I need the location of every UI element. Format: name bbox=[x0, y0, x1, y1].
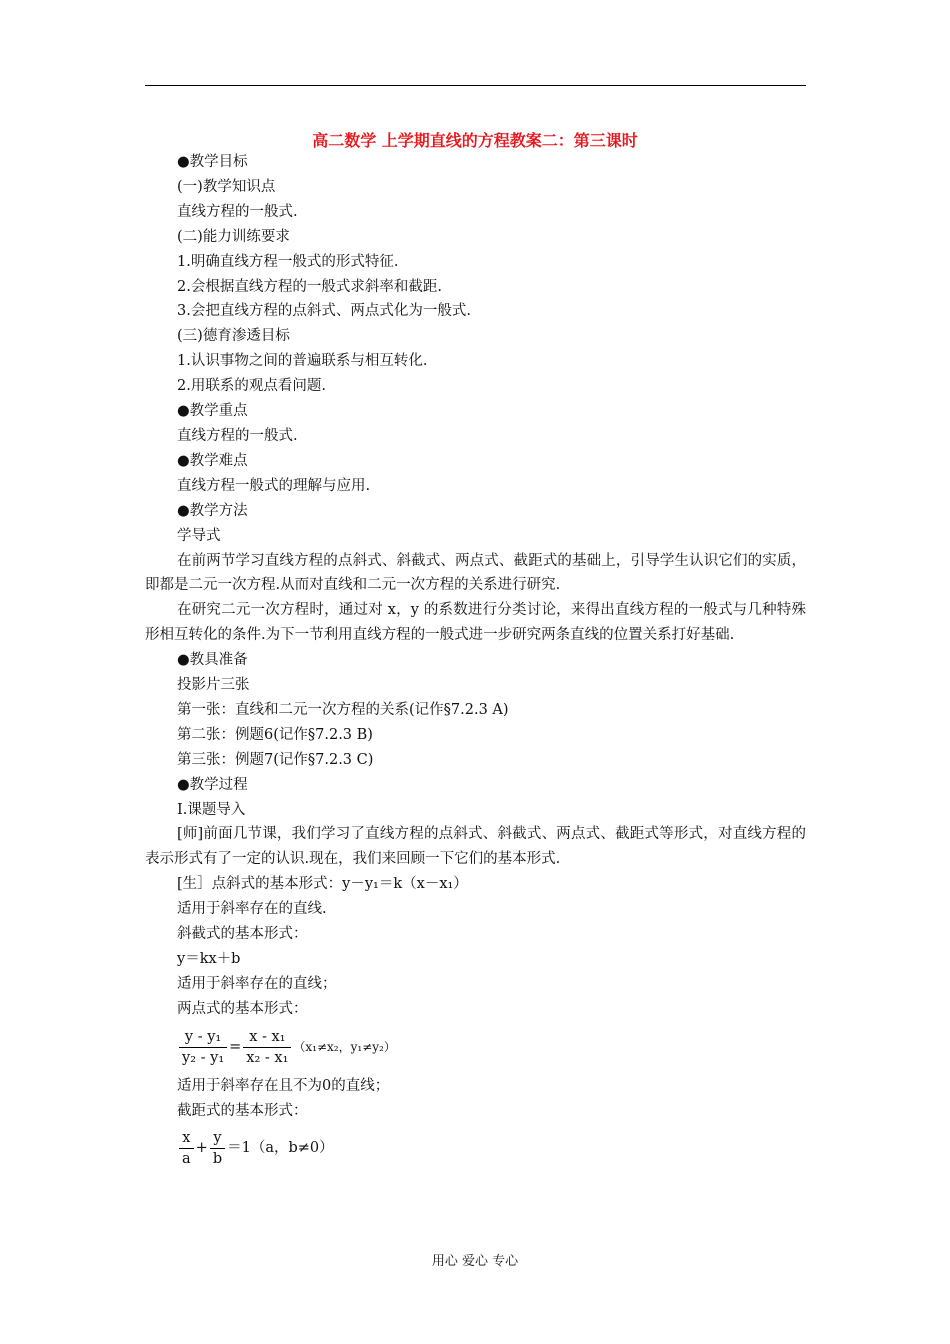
text-line: ●教学难点 bbox=[177, 452, 248, 469]
text-line: 2.会根据直线方程的一般式求斜率和截距. bbox=[177, 278, 442, 295]
equals-sign: = bbox=[229, 1039, 242, 1056]
fraction-denominator: b bbox=[212, 1151, 223, 1168]
text-line: 斜截式的基本形式： bbox=[177, 926, 308, 943]
page-footer: 用心 爱心 专心 bbox=[431, 1254, 519, 1269]
text-line: 适用于斜率存在的直线； bbox=[177, 975, 337, 992]
text-paragraph: 在前两节学习直线方程的点斜式、斜截式、两点式、截距式的基础上，引导学生认识它们的实质，即都是二元一次方程.从而对直线和二元一次方程的关系进行研究. bbox=[145, 552, 806, 594]
text-line: 1.明确直线方程一般式的形式特征. bbox=[177, 253, 399, 270]
text-line: (一)教学知识点 bbox=[177, 178, 276, 195]
text-line: ●教学目标 bbox=[177, 154, 248, 170]
fraction-denominator: a bbox=[182, 1151, 191, 1168]
plus-sign: + bbox=[195, 1140, 208, 1157]
text-line: 投影片三张 bbox=[177, 677, 250, 694]
text-line: [生］点斜式的基本形式：y－y₁＝k（x－x₁） bbox=[177, 876, 468, 893]
condition-text: （x₁≠x₂，y₁≠y₂） bbox=[293, 1040, 396, 1055]
text-line: 3.会把直线方程的点斜式、两点式化为一般式. bbox=[177, 303, 471, 320]
text-line: 适用于斜率存在的直线. bbox=[177, 901, 327, 918]
text-line: 2.用联系的观点看问题. bbox=[177, 378, 326, 395]
text-lines bbox=[145, 150, 806, 1022]
text-line: 第三张：例题7(记作§7.2.3 C) bbox=[177, 751, 374, 768]
text-line: y＝kx＋b bbox=[177, 951, 241, 967]
text-line: 截距式的基本形式： bbox=[177, 1102, 308, 1119]
text-line: ●教学过程 bbox=[177, 776, 248, 793]
header-rule bbox=[145, 85, 806, 86]
text-line: 直线方程一般式的理解与应用. bbox=[177, 477, 371, 494]
document-body bbox=[145, 150, 806, 1174]
fraction-x bbox=[243, 1027, 291, 1068]
fraction-denominator: y₂ - y₁ bbox=[182, 1050, 225, 1067]
text-line: (三)德育渗透目标 bbox=[177, 328, 290, 345]
text-line: 直线方程的一般式. bbox=[177, 203, 298, 220]
fraction-denominator: x₂ - x₁ bbox=[246, 1050, 289, 1067]
text-line: 直线方程的一般式. bbox=[177, 427, 298, 444]
fraction-numerator: y - y₁ bbox=[179, 1027, 227, 1048]
two-point-equation bbox=[145, 1022, 806, 1074]
fraction-y bbox=[179, 1027, 227, 1068]
text-paragraph: [师]前面几节课，我们学习了直线方程的点斜式、斜截式、两点式、截距式等形式，对直线方程的表示形式有了一定的认识.现在，我们来回顾一下它们的基本形式. bbox=[145, 826, 806, 868]
page-title: 高二数学 上学期直线的方程教案二：第三课时 bbox=[312, 131, 638, 150]
fraction-numerator: x - x₁ bbox=[243, 1027, 291, 1048]
text-line: 1.认识事物之间的普遍联系与相互转化. bbox=[177, 353, 428, 370]
equation-rest: ＝1（a，b≠0） bbox=[227, 1140, 334, 1157]
text-line: Ⅰ.课题导入 bbox=[177, 801, 246, 818]
text-line: ●教具准备 bbox=[177, 652, 248, 669]
fraction-x-over-a bbox=[179, 1128, 194, 1169]
text-line: 学导式 bbox=[177, 527, 221, 544]
text-line: ●教学方法 bbox=[177, 502, 248, 519]
fraction-y-over-b bbox=[210, 1128, 225, 1169]
text-line: 第一张：直线和二元一次方程的关系(记作§7.2.3 A) bbox=[177, 701, 509, 718]
text-line: 两点式的基本形式： bbox=[177, 1000, 308, 1017]
fraction-numerator: y bbox=[210, 1128, 225, 1149]
text-line: 适用于斜率存在且不为0的直线； bbox=[177, 1077, 390, 1094]
text-paragraph: 在研究二元一次方程时，通过对 x，y 的系数进行分类讨论，来得出直线方程的一般式与几种特殊形相互转化的条件.为下一节利用直线方程的一般式进一步研究两条直线的位置关系打好基础. bbox=[145, 602, 806, 644]
intercept-equation bbox=[145, 1124, 806, 1174]
text-line: (二)能力训练要求 bbox=[177, 228, 290, 245]
text-line: ●教学重点 bbox=[177, 403, 248, 420]
text-line: 第二张：例题6(记作§7.2.3 B) bbox=[177, 726, 373, 743]
fraction-numerator: x bbox=[179, 1128, 194, 1149]
